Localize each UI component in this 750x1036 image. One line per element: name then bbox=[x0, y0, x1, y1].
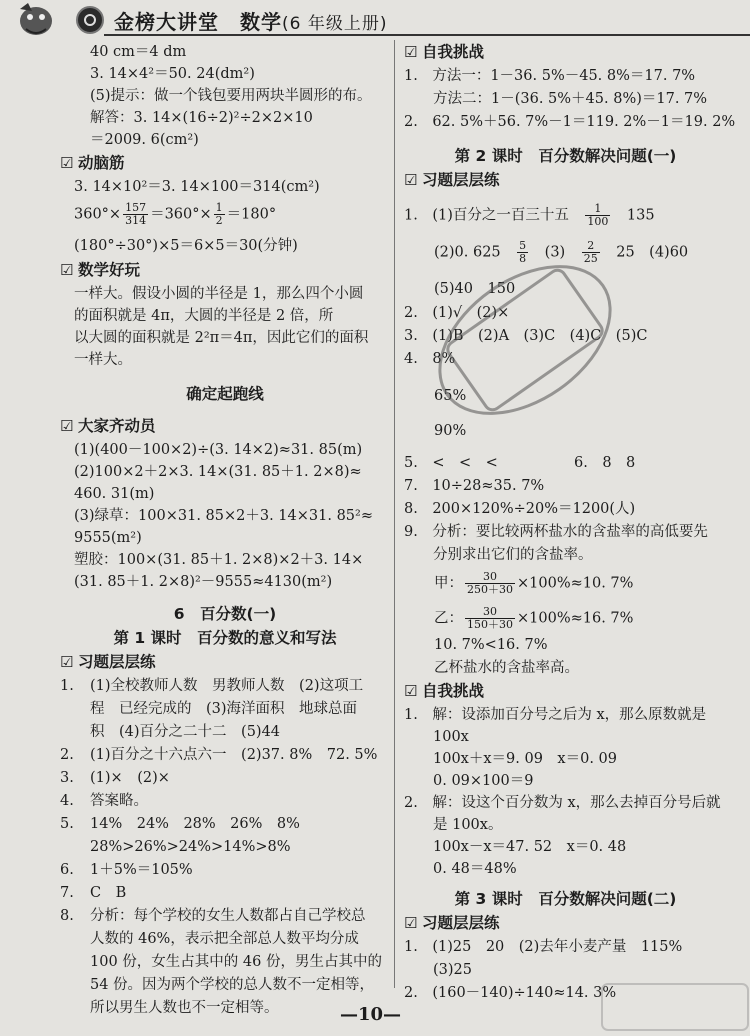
text-line: 分别求出它们的含盐率。 bbox=[404, 547, 593, 563]
text-line: 0. 09×100＝9 bbox=[404, 773, 534, 789]
text-line: 10. 7%<16. 7% bbox=[434, 637, 548, 653]
text-line: 程 已经完成的 (3)海洋面积 地球总面 bbox=[90, 701, 358, 717]
text-line: 100x－x＝47. 52 x＝0. 48 bbox=[404, 839, 627, 855]
text-line: 2. 62. 5%＋56. 7%－1＝119. 2%－1＝19. 2% bbox=[404, 114, 736, 130]
item-number: 8. bbox=[60, 908, 74, 924]
text-line: 答案略。 bbox=[90, 793, 148, 809]
section-heading: ☑ 自我挑战 bbox=[404, 682, 485, 700]
text-line: 的面积就是 4π，大圆的半径是 2 倍，所 bbox=[74, 308, 334, 324]
text-line: (1)全校教师人数 男教师人数 (2)这项工 bbox=[90, 678, 364, 694]
text-line: 1＋5%＝105% bbox=[90, 862, 193, 878]
text-line: 28%>26%>24%>14%>8% bbox=[90, 839, 291, 855]
page-header bbox=[0, 0, 750, 40]
item-number: 5. bbox=[60, 816, 74, 832]
text-line: 1. 方法一：1－36. 5%－45. 8%＝17. 7% bbox=[404, 68, 696, 84]
text-line: (2)100×2＋2×3. 14×(31. 85＋1. 2×8)≈ bbox=[74, 464, 362, 480]
text-line: 3. 14×4²＝50. 24(dm²) bbox=[90, 66, 255, 82]
lesson-title: 第 3 课时 百分数解决问题(二) bbox=[454, 890, 677, 908]
header-title: 金榜大讲堂 数学(6 年级上册) bbox=[114, 10, 388, 34]
disc-icon bbox=[76, 6, 104, 34]
text-line: 100x＋x＝9. 09 x＝0. 09 bbox=[404, 751, 617, 767]
item-number: 6. bbox=[60, 862, 74, 878]
section-title: 确定起跑线 bbox=[186, 385, 264, 403]
text-line: ＝2009. 6(cm²) bbox=[90, 132, 199, 148]
text-line: 分析：每个学校的女生人数都占自己学校总 bbox=[90, 908, 366, 924]
text-line: 人数的 46%，表示把全部总人数平均分成 bbox=[90, 931, 359, 947]
section-heading: ☑ 自我挑战 bbox=[404, 43, 485, 61]
text-line: (1)× (2)× bbox=[90, 770, 170, 786]
fraction-line: 乙： $\frac{30}{150+30}$ ×100%≈16. 7% bbox=[434, 605, 634, 631]
text-line: 2. 解：设这个百分数为 x，那么去掉百分号后就 bbox=[404, 795, 721, 811]
section-heading: ☑ 数学好玩 bbox=[60, 261, 141, 279]
lesson-title: 第 2 课时 百分数解决问题(一) bbox=[454, 147, 677, 165]
check-icon: ☑ bbox=[60, 653, 74, 671]
text-line: 是 100x。 bbox=[404, 817, 503, 833]
section-heading: ☑ 动脑筋 bbox=[60, 154, 125, 172]
text-line: 100 份，女生占其中的 46 份，男生占其中的 bbox=[90, 954, 382, 970]
text-line: 3. (1)B (2)A (3)C (4)C (5)C bbox=[404, 328, 648, 344]
text-line: C B bbox=[90, 885, 127, 901]
text-line: 5. < < < bbox=[404, 455, 498, 471]
text-line: 14% 24% 28% 26% 8% bbox=[90, 816, 300, 832]
text-line: (5)40 150 bbox=[434, 281, 516, 297]
text-line: 54 份。因为两个学校的总人数不一定相等， bbox=[90, 977, 375, 993]
text-line: 3. 14×10²＝3. 14×100＝314(cm²) bbox=[74, 179, 320, 195]
text-line: (3)绿草：100×31. 85×2＋3. 14×31. 85²≈ bbox=[74, 508, 373, 524]
check-icon: ☑ bbox=[404, 914, 418, 932]
text-line: 所以男生人数也不一定相等。 bbox=[90, 1000, 279, 1016]
text-line: 2. (1)√ (2)× bbox=[404, 305, 510, 321]
text-line: 2. (160－140)÷140≈14. 3% bbox=[404, 985, 617, 1001]
text-line: 1. (1)25 20 (2)去年小麦产量 115% bbox=[404, 939, 683, 955]
fraction-line: (2)0. 625 $\frac{5}{8}$ (3) $\frac{2}{25}$ 25 (4)60 bbox=[434, 239, 689, 265]
text-line: 方法二：1－(36. 5%＋45. 8%)＝17. 7% bbox=[404, 91, 708, 107]
check-icon: ☑ bbox=[404, 682, 418, 700]
column-divider bbox=[394, 40, 395, 988]
chapter-title: 6 百分数(一) bbox=[173, 605, 277, 623]
text-line: 积 (4)百分之二十二 (5)44 bbox=[90, 724, 281, 740]
section-heading: ☑ 大家齐动员 bbox=[60, 417, 156, 435]
section-heading: ☑ 习题层层练 bbox=[60, 653, 156, 671]
item-number: 3. bbox=[60, 770, 74, 786]
text-line: 9. 分析：要比较两杯盐水的含盐率的高低要先 bbox=[404, 524, 708, 540]
text-line: (31. 85＋1. 2×8)²－9555≈4130(m²) bbox=[74, 574, 333, 590]
fraction-line: 甲： $\frac{30}{250+30}$ ×100%≈10. 7% bbox=[434, 570, 634, 596]
text-line: (5)提示：做一个钱包要用两块半圆形的布。 bbox=[90, 88, 372, 104]
text-line: 8. 200×120%÷20%＝1200(人) bbox=[404, 501, 636, 517]
text-line: 9555(m²) bbox=[74, 530, 142, 546]
fraction-line: 1. (1)百分之一百三十五 $\frac{1}{100}$ 135 bbox=[404, 202, 655, 228]
text-line: 1. 解：设添加百分号之后为 x，那么原数就是 bbox=[404, 707, 707, 723]
text-line: 塑胶：100×(31. 85＋1. 2×8)×2＋3. 14× bbox=[74, 552, 364, 568]
item-number: 1. bbox=[60, 678, 74, 694]
text-line: 0. 48＝48% bbox=[404, 861, 517, 877]
check-icon: ☑ bbox=[404, 43, 418, 61]
text-line: 以大圆的面积就是 2²π＝4π，因此它们的面积 bbox=[74, 330, 369, 346]
text-line: (180°÷30°)×5＝6×5＝30(分钟) bbox=[74, 238, 298, 254]
section-heading: ☑ 习题层层练 bbox=[404, 171, 500, 189]
check-icon: ☑ bbox=[60, 261, 74, 279]
item-number: 7. bbox=[60, 885, 74, 901]
text-line: 65% bbox=[434, 388, 467, 404]
text-line: 40 cm＝4 dm bbox=[90, 44, 187, 60]
text-line: (3)25 bbox=[404, 962, 472, 978]
text-line: (1)(400－100×2)÷(3. 14×2)≈31. 85(m) bbox=[74, 442, 363, 458]
text-line: 一样大。 bbox=[74, 352, 132, 368]
mascot-logo-icon bbox=[14, 1, 58, 39]
text-line: 4. 8% bbox=[404, 351, 456, 367]
text-line: 7. 10÷28≈35. 7% bbox=[404, 478, 545, 494]
text-line: 乙杯盐水的含盐率高。 bbox=[434, 660, 579, 676]
lesson-title: 第 1 课时 百分数的意义和写法 bbox=[113, 629, 337, 647]
text-line: 一样大。假设小圆的半径是 1，那么四个小圆 bbox=[74, 286, 364, 302]
check-icon: ☑ bbox=[404, 171, 418, 189]
section-heading: ☑ 习题层层练 bbox=[404, 914, 500, 932]
page-number: —10— bbox=[340, 1004, 402, 1025]
check-icon: ☑ bbox=[60, 154, 74, 172]
text-line: 460. 31(m) bbox=[74, 486, 155, 502]
text-line: 解答：3. 14×(16÷2)²÷2×2×10 bbox=[90, 110, 313, 126]
check-icon: ☑ bbox=[60, 417, 74, 435]
item-number: 2. bbox=[60, 747, 74, 763]
header-rule bbox=[104, 34, 750, 36]
item-number: 4. bbox=[60, 793, 74, 809]
corner-watermark-logo bbox=[600, 982, 750, 1032]
fraction-line: 360°× $\frac{157}{314}$ ＝360°× $\frac{1}{2}$ ＝180° bbox=[74, 201, 277, 227]
text-line: 90% bbox=[434, 423, 467, 439]
text-line: 100x bbox=[404, 729, 469, 745]
text-line: (1)百分之十六点六一 (2)37. 8% 72. 5% bbox=[90, 747, 378, 763]
text-line: 6. 8 8 bbox=[574, 455, 636, 471]
